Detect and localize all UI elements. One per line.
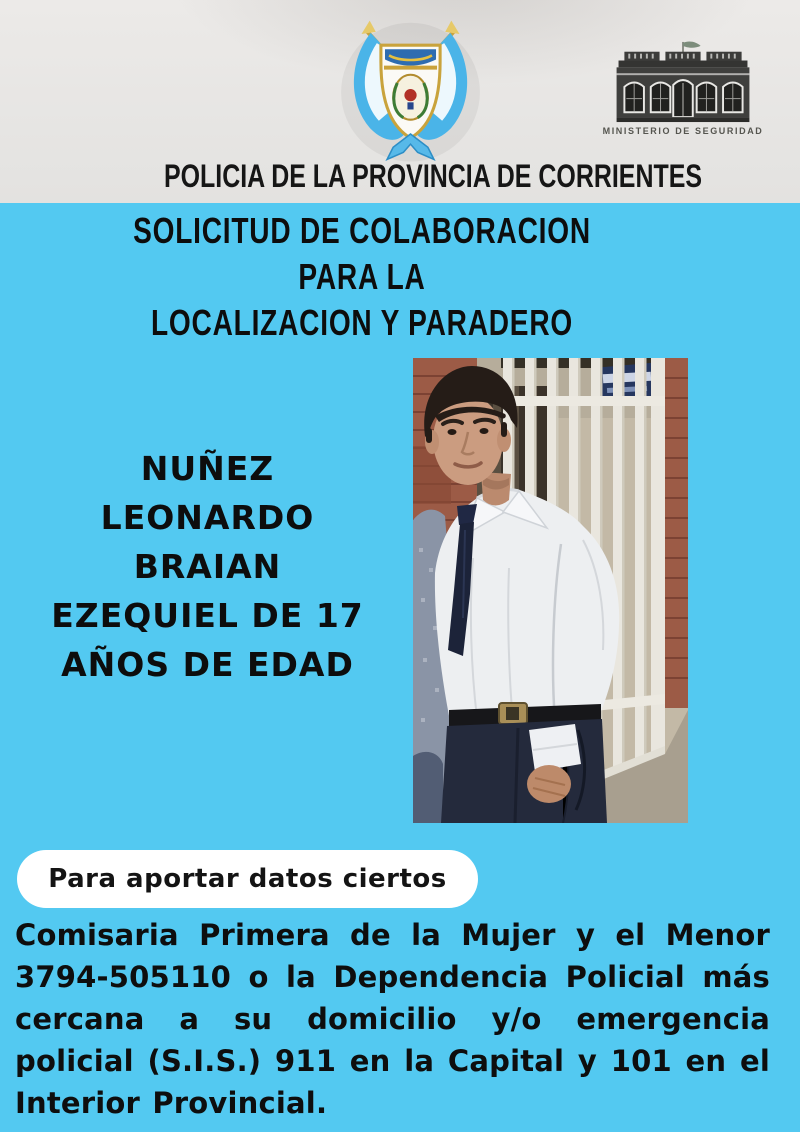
ministry-building-icon — [600, 40, 766, 124]
subject-name-line: LEONARDO — [100, 498, 315, 537]
poster-title-line-2: PARA LA — [298, 256, 426, 297]
org-title: POLICIA DE LA PROVINCIA DE CORRIENTES — [163, 158, 703, 194]
police-crest-icon — [336, 8, 484, 164]
poster-title — [109, 208, 614, 346]
subject-name-line: BRAIAN — [133, 547, 282, 586]
subject-name — [25, 444, 390, 689]
photo-illustration — [413, 358, 688, 823]
poster-title-line-3: LOCALIZACION Y PARADERO — [150, 302, 574, 343]
poster-title-line-1: SOLICITUD DE COLABORACION — [133, 210, 591, 251]
subject-photo — [413, 358, 688, 823]
header-band — [0, 0, 800, 203]
callout-pill — [17, 850, 478, 908]
ministry-label: MINISTERIO DE SEGURIDAD — [602, 126, 764, 136]
subject-name-line: EZEQUIEL DE 17 — [51, 596, 364, 635]
contact-text: Comisaria Primera de la Mujer y el Menor 3794-505110 o la Dependencia Policial más cercana a su domicilio y/o emergencia policial (S.I.S.) 911 en la Capital y 101 en el Interior Provincial. — [15, 918, 770, 1120]
ministry-logo — [592, 40, 774, 136]
subject-name-line: NUÑEZ — [140, 449, 275, 488]
callout-label: Para aportar datos ciertos — [48, 864, 447, 894]
subject-name-line: AÑOS DE EDAD — [61, 645, 354, 684]
